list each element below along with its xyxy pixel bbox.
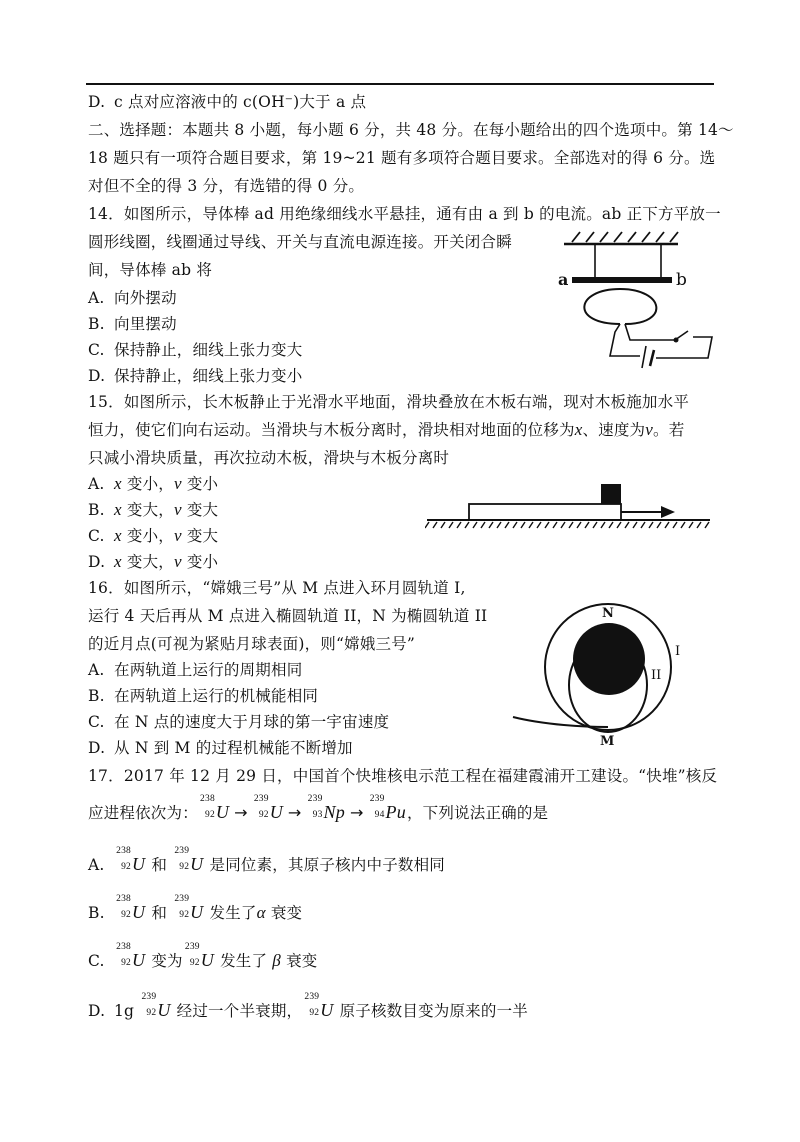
header-rule: [86, 83, 714, 85]
arrow-icon: →: [234, 803, 248, 822]
q14-option-a[interactable]: A. 向外摆动: [88, 289, 177, 307]
q17-stem-line-2: 应进程依次为： 238 92 U → 239 92 U → 239 93 Np → 239 94 Pu，下列说法正确的是: [88, 800, 548, 825]
q14-stem-line-3: 间，导体棒 ab 将: [88, 261, 213, 279]
q14-option-b[interactable]: B. 向里摆动: [88, 315, 177, 333]
nuclide-u239: 239 92 U: [253, 794, 283, 822]
q16-label-m: M: [600, 734, 615, 749]
q16-label-n: N: [602, 606, 614, 621]
q14-label-a: a: [558, 270, 569, 289]
q17-option-c[interactable]: C. 238 92 U 变为 239 92 U 发生了 β 衰变: [88, 942, 318, 970]
q16-orbit-figure: [505, 585, 720, 755]
q16-label-orbit-2: II: [651, 668, 662, 683]
q15-option-c[interactable]: C. x 变小，v 变大: [88, 526, 219, 545]
nuclide-pu239: 239 94 Pu: [369, 794, 406, 822]
section-instructions-line-1: 二、选择题：本题共 8 小题，每小题 6 分，共 48 分。在每小题给出的四个选项中。第 14～: [88, 121, 734, 139]
q16-option-d[interactable]: D. 从 N 到 M 的过程机械能不断增加: [88, 739, 353, 757]
q16-option-c[interactable]: C. 在 N 点的速度大于月球的第一宇宙速度: [88, 713, 390, 731]
q17-option-d[interactable]: D. 1g 239 92 U 经过一个半衰期， 239 92 U 原子核数目变为原来的一半: [88, 992, 528, 1020]
q15-stem-line-1: 15．如图所示，长木板静止于光滑水平地面，滑块叠放在木板右端，现对木板施加水平: [88, 393, 690, 411]
arrow-icon: →: [287, 803, 302, 822]
q14-label-b: b: [676, 270, 687, 290]
q16-option-a[interactable]: A. 在两轨道上运行的周期相同: [88, 661, 303, 679]
q14-stem-line-1: 14．如图所示，导体棒 ad 用绝缘细线水平悬挂，通有由 a 到 b 的电流。ab 正下方平放一: [88, 205, 721, 223]
q16-stem-line-1: 16．如图所示，“嫦娥三号”从 M 点进入环月圆轨道 I,: [88, 579, 466, 597]
nuclide-u238: 238 92 U: [200, 794, 230, 822]
q17-option-a[interactable]: A. 238 92 U 和 239 92 U 是同位素，其原子核内中子数相同: [88, 846, 446, 874]
q14-circuit-figure: [550, 224, 720, 374]
q15-option-b[interactable]: B. x 变大，v 变大: [88, 500, 219, 519]
q14-option-d[interactable]: D. 保持静止，细线上张力变小: [88, 367, 303, 385]
q15-option-d[interactable]: D. x 变大，v 变小: [88, 552, 219, 571]
q15-stem-line-3: 只减小滑块质量，再次拉动木板，滑块与木板分离时: [88, 449, 450, 467]
nuclide-np239: 239 93 Np: [307, 794, 345, 822]
q15-stem-line-2: 恒力，使它们向右运动。当滑块与木板分离时，滑块相对地面的位移为x、速度为v。若: [88, 420, 685, 439]
q17-option-b[interactable]: B. 238 92 U 和 239 92 U 发生了α 衰变: [88, 894, 303, 922]
prev-option-d: D. c 点对应溶液中的 c(OH⁻)大于 a 点: [88, 93, 367, 111]
q14-stem-line-2: 圆形线圈，线圈通过导线、开关与直流电源连接。开关闭合瞬: [88, 233, 512, 251]
q16-option-b[interactable]: B. 在两轨道上运行的机械能相同: [88, 687, 319, 705]
q15-board-figure: [425, 480, 715, 530]
section-instructions-line-2: 18 题只有一项符合题目要求，第 19~21 题有多项符合题目要求。全部选对的得 6 分。选: [88, 149, 716, 167]
q14-option-c[interactable]: C. 保持静止，细线上张力变大: [88, 341, 303, 359]
q15-option-a[interactable]: A. x 变小，v 变小: [88, 474, 219, 493]
q17-stem-line-1: 17．2017 年 12 月 29 日，中国首个快堆核电示范工程在福建霞浦开工建设。“快堆”核反: [88, 767, 718, 785]
q16-stem-line-3: 的近月点(可视为紧贴月球表面)，则“嫦娥三号”: [88, 635, 416, 653]
section-instructions-line-3: 对但不全的得 3 分，有选错的得 0 分。: [88, 177, 365, 195]
arrow-icon: →: [349, 803, 364, 822]
q16-label-orbit-1: I: [675, 644, 681, 659]
q16-stem-line-2: 运行 4 天后再从 M 点进入椭圆轨道 II，N 为椭圆轨道 II: [88, 607, 488, 625]
